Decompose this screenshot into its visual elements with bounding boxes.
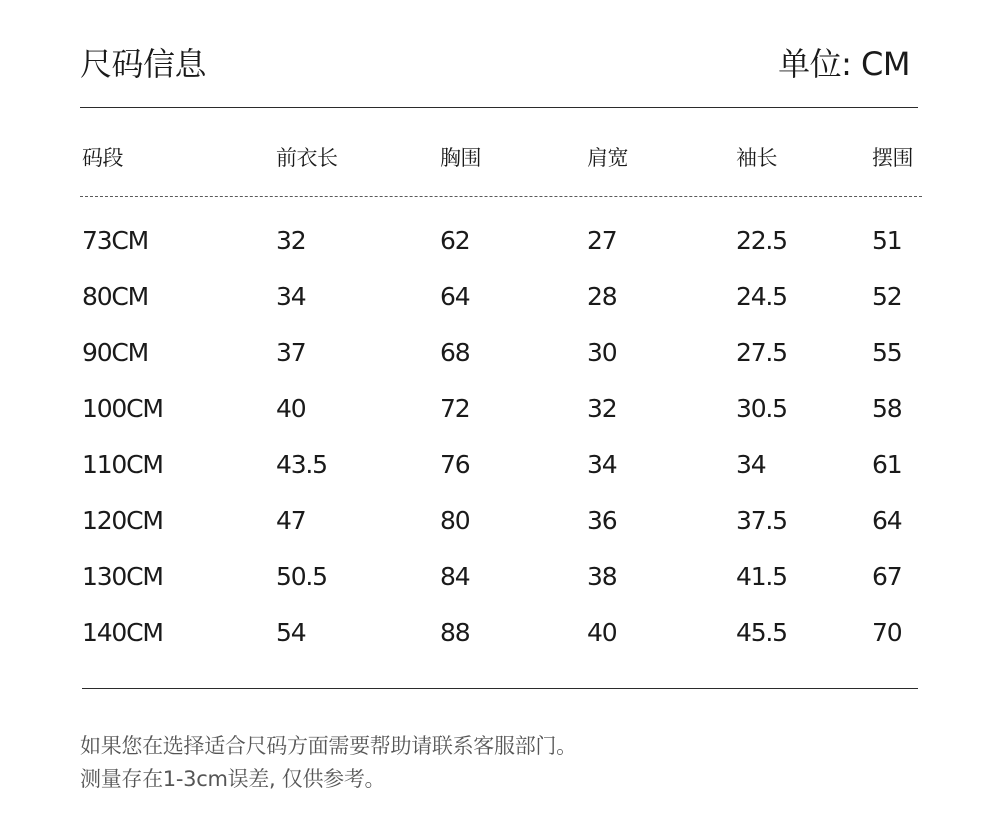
- chest-header: 胸围: [440, 146, 481, 170]
- hem-cell: 58: [872, 394, 902, 423]
- sleeve-cell: 45.5: [736, 618, 787, 647]
- sleeve-cell: 24.5: [736, 282, 787, 311]
- sleeve-cell: 22.5: [736, 226, 787, 255]
- size-cell: 130CM: [82, 562, 163, 591]
- hem-cell: 64: [872, 506, 902, 535]
- unit-label: 单位: CM: [778, 45, 910, 83]
- chest-cell: 88: [440, 618, 470, 647]
- sleeve-cell: 34: [736, 450, 766, 479]
- shoulder-cell: 30: [587, 338, 617, 367]
- length-cell: 43.5: [276, 450, 327, 479]
- hem-cell: 61: [872, 450, 902, 479]
- shoulder-cell: 27: [587, 226, 617, 255]
- help-note: 如果您在选择适合尺码方面需要帮助请联系客服部门。: [80, 734, 577, 758]
- length-cell: 32: [276, 226, 306, 255]
- shoulder-header: 肩宽: [587, 146, 628, 170]
- length-cell: 50.5: [276, 562, 327, 591]
- size-cell: 73CM: [82, 226, 149, 255]
- chest-cell: 62: [440, 226, 470, 255]
- shoulder-cell: 38: [587, 562, 617, 591]
- hem-cell: 51: [872, 226, 902, 255]
- chest-cell: 80: [440, 506, 470, 535]
- size-cell: 110CM: [82, 450, 163, 479]
- hem-cell: 67: [872, 562, 902, 591]
- hem-header: 摆围: [872, 146, 913, 170]
- tolerance-note: 测量存在1-3cm误差, 仅供参考。: [80, 767, 386, 791]
- length-cell: 47: [276, 506, 306, 535]
- shoulder-cell: 32: [587, 394, 617, 423]
- sleeve-cell: 41.5: [736, 562, 787, 591]
- sleeve-cell: 30.5: [736, 394, 787, 423]
- chest-cell: 64: [440, 282, 470, 311]
- chest-cell: 76: [440, 450, 470, 479]
- length-cell: 34: [276, 282, 306, 311]
- size-cell: 140CM: [82, 618, 163, 647]
- size-cell: 80CM: [82, 282, 149, 311]
- chest-cell: 72: [440, 394, 470, 423]
- sleeve-cell: 37.5: [736, 506, 787, 535]
- hem-cell: 52: [872, 282, 902, 311]
- chest-cell: 68: [440, 338, 470, 367]
- length-header: 前衣长: [276, 146, 338, 170]
- page-title: 尺码信息: [80, 45, 207, 83]
- size-header: 码段: [82, 146, 123, 170]
- length-cell: 40: [276, 394, 306, 423]
- sleeve-header: 袖长: [736, 146, 777, 170]
- size-cell: 100CM: [82, 394, 163, 423]
- size-cell: 120CM: [82, 506, 163, 535]
- top-divider: [80, 107, 918, 108]
- shoulder-cell: 28: [587, 282, 617, 311]
- bottom-divider: [82, 688, 918, 689]
- shoulder-cell: 34: [587, 450, 617, 479]
- chest-cell: 84: [440, 562, 470, 591]
- hem-cell: 55: [872, 338, 902, 367]
- header-dashed-divider: [80, 196, 922, 197]
- size-cell: 90CM: [82, 338, 149, 367]
- sleeve-cell: 27.5: [736, 338, 787, 367]
- length-cell: 37: [276, 338, 306, 367]
- shoulder-cell: 36: [587, 506, 617, 535]
- length-cell: 54: [276, 618, 306, 647]
- hem-cell: 70: [872, 618, 902, 647]
- shoulder-cell: 40: [587, 618, 617, 647]
